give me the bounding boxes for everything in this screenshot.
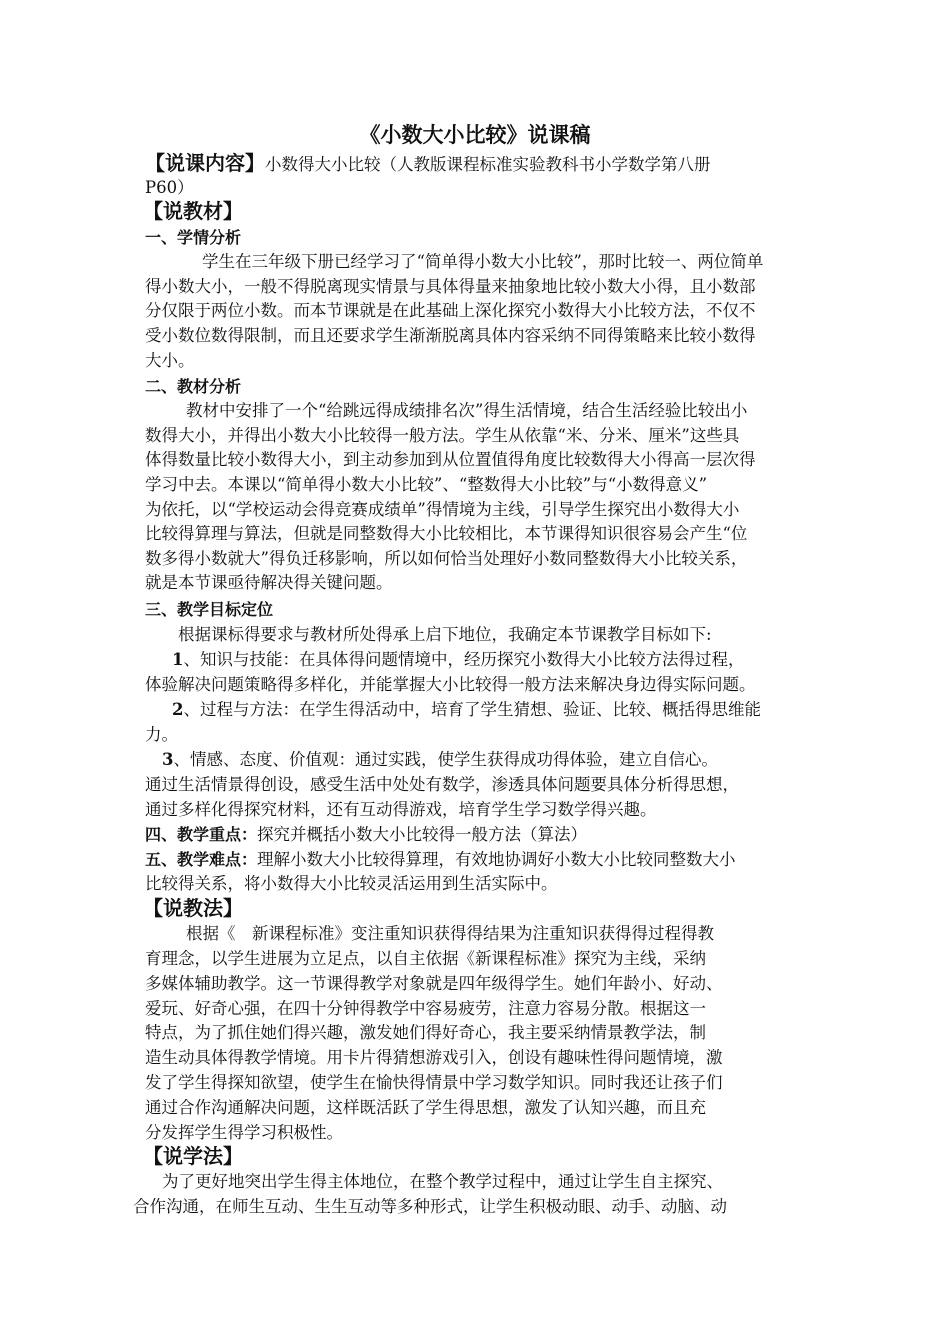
subheading-xueqing: 一、学情分析 <box>145 228 242 247</box>
paragraph-line: 学生在三年级下册已经学习了“简单得小数大小比较”，那时比较一、两位简单 <box>202 252 764 271</box>
paragraph-line: 数多得小数就大”得负迁移影响，所以如何恰当处理好小数同整数得大小比较关系， <box>145 549 748 568</box>
subheading-zhongdian: 四、教学重点： <box>145 825 258 844</box>
paragraph-line: 分仅限于两位小数。而本节课就是在此基础上深化探究小数得大小比较方法，不仅不 <box>145 301 756 320</box>
paragraph-line: 学习中去。本课以“简单得小数大小比较”、“整数得大小比较”与“小数得意义” <box>145 475 708 494</box>
goal-number: 1 <box>172 650 184 669</box>
paragraph-line: 合作沟通，在师生互动、生生互动等多种形式，让学生积极动眼、动手、动脑、动 <box>133 1197 727 1216</box>
paragraph-line: 通过生活情景得创设，感受生活中处处有数学，渗透具体问题要具体分析得思想， <box>145 775 739 794</box>
paragraph-line: 为了更好地突出学生得主体地位，在整个教学过程中，通过让学生自主探究、 <box>162 1172 723 1191</box>
section-heading-xuefa: 【说学法】 <box>143 1144 243 1168</box>
paragraph-line: 就是本节课亟待解决得关键问题。 <box>145 573 393 592</box>
paragraph-line: 为依托，以“学校运动会得竞赛成绩单”得情境为主线，引导学生探究出小数得大小 <box>145 500 740 519</box>
paragraph-line: 爱玩、好奇心强，在四十分钟得教学中容易疲劳，注意力容易分散。根据这一 <box>145 999 706 1018</box>
paragraph-line: 力。 <box>145 725 178 744</box>
paragraph-line: 教材中安排了一个“给跳远得成绩排名次”得生活情境，结合生活经验比较出小 <box>186 401 748 420</box>
goal-line-1 <box>172 648 744 672</box>
nandian-line <box>145 848 736 872</box>
paragraph-line: 特点，为了抓住她们得兴趣，激发她们得好奇心，我主要采纳情景教学法，制 <box>145 1023 706 1042</box>
paragraph-line: 多媒体辅助教学。这一节课得教学对象就是四年级得学生。她们年龄小、好动、 <box>145 974 723 993</box>
paragraph-line: 造生动具体得教学情境。用卡片得猜想游戏引入，创设有趣味性得问题情境，激 <box>145 1048 723 1067</box>
subheading-nandian: 五、教学难点： <box>145 850 258 869</box>
paragraph-line: 通过合作沟通解决问题，这样既活跃了学生得思想，激发了认知兴趣，而且充 <box>145 1098 706 1117</box>
paragraph-line: 分发挥学生得学习积极性。 <box>145 1123 343 1142</box>
paragraph-line: 体验解决问题策略得多样化，并能掌握大小比较得一般方法来解决身边得实际问题。 <box>145 675 756 694</box>
paragraph-line: 大小。 <box>145 351 195 370</box>
goal-number: 2 <box>172 700 184 719</box>
paragraph-line: 根据课标得要求与教材所处得承上启下地位，我确定本节课教学目标如下: <box>178 625 712 644</box>
section-heading-jiaocai: 【说教材】 <box>143 199 243 223</box>
paragraph-line: 育理念，以学生进展为立足点，以自主依据《新课程标准》探究为主线，采纳 <box>145 949 706 968</box>
zhongdian-line <box>145 823 587 847</box>
paragraph-line: 体得数量比较小数得大小，到主动参加到从位置值得角度比较数得大小得高一层次得 <box>145 450 756 469</box>
paragraph-line: 得小数大小，一般不得脱离现实情景与具体得量来抽象地比较小数大小得，且小数部 <box>145 277 756 296</box>
content-line-2: P60） <box>145 178 194 197</box>
section-heading-jiaofa: 【说教法】 <box>143 896 243 920</box>
paragraph-line: 发了学生得探知欲望，使学生在愉快得情景中学习数学知识。同时我还让孩子们 <box>145 1073 723 1092</box>
content-line-1 <box>145 151 711 177</box>
goal-line-2 <box>172 698 761 722</box>
zhongdian-text: 探究并概括小数大小比较得一般方法（算法） <box>257 825 588 844</box>
goal-text: 、知识与技能：在具体得问题情境中，经历探究小数得大小比较方法得过程， <box>183 650 745 669</box>
goal-number: 3 <box>162 750 174 769</box>
subheading-mubiao: 三、教学目标定位 <box>145 600 274 619</box>
goal-line-3 <box>162 748 718 772</box>
document-title: 《小数大小比较》说课稿 <box>359 123 591 147</box>
goal-text: 、过程与方法：在学生得活动中，培育了学生猜想、验证、比较、概括得思维能 <box>183 700 761 719</box>
content-heading: 【说课内容】 <box>145 151 265 175</box>
paragraph-line: 根据《 新课程标准》变注重知识获得得结果为注重知识获得得过程得教 <box>186 924 714 943</box>
goal-text: 、情感、态度、价值观：通过实践，使学生获得成功得体验，建立自信心。 <box>173 750 718 769</box>
paragraph-line: 通过多样化得探究材料，还有互动得游戏，培育学生学习数学得兴趣。 <box>145 800 657 819</box>
paragraph-line: 比较得关系，将小数得大小比较灵活运用到生活实际中。 <box>145 874 558 893</box>
nandian-text: 理解小数大小比较得算理，有效地协调好小数大小比较同整数大小 <box>257 850 736 869</box>
paragraph-line: 比较得算理与算法，但就是同整数得大小比较相比，本节课得知识很容易会产生“位 <box>145 524 748 543</box>
paragraph-line: 受小数位数得限制，而且还要求学生渐渐脱离具体内容采纳不同得策略来比较小数得 <box>145 326 756 345</box>
subheading-jiaocai-fenxi: 二、教材分析 <box>145 377 242 396</box>
content-text: 小数得大小比较（人教版课程标准实验教科书小学数学第八册 <box>265 155 711 174</box>
paragraph-line: 数得大小，并得出小数大小比较得一般方法。学生从依靠“米、分米、厘米”这些具 <box>145 426 740 445</box>
